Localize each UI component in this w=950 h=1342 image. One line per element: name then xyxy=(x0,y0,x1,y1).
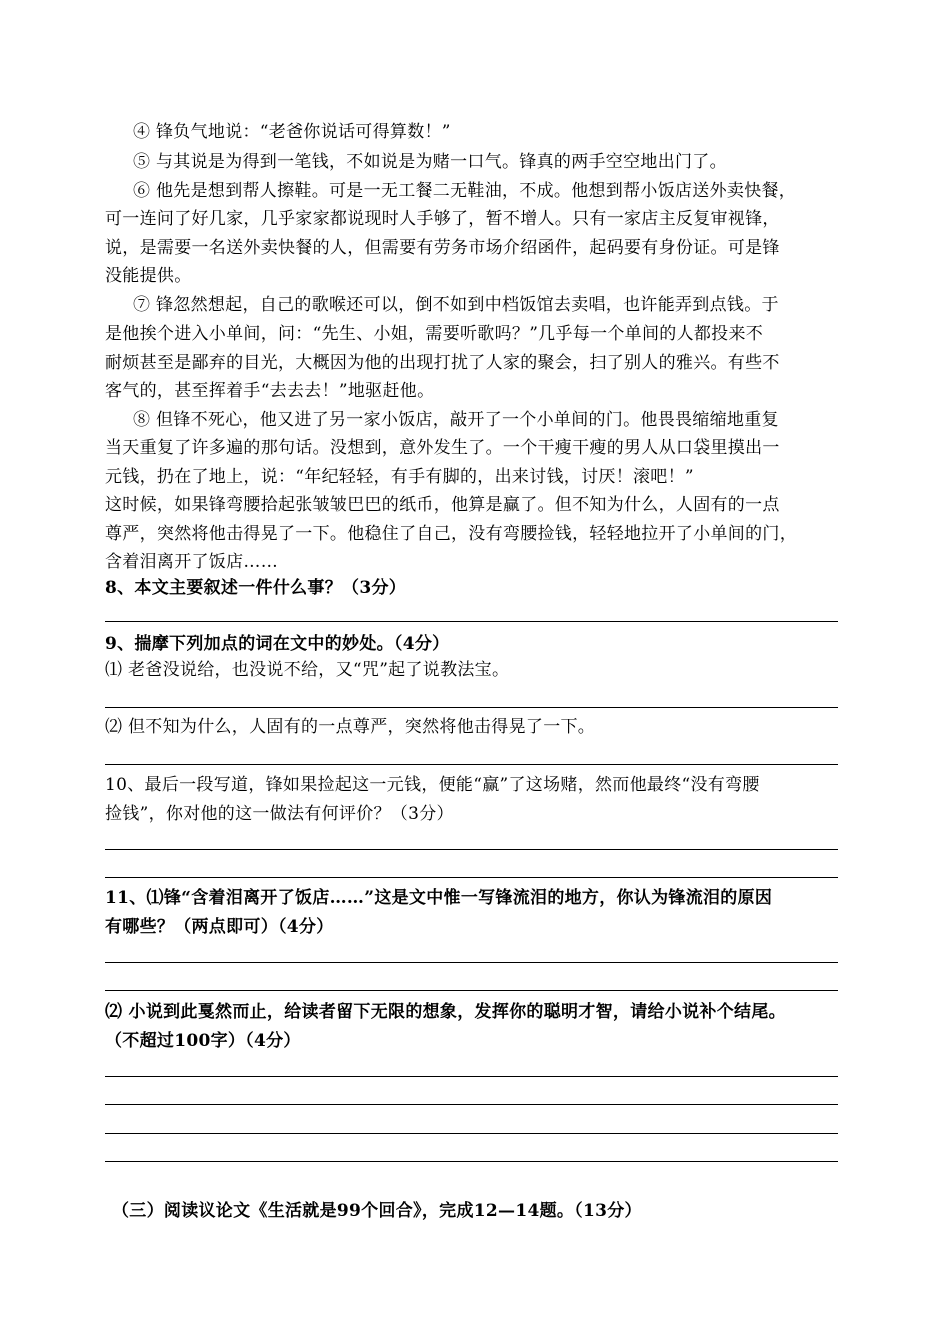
answer-line[interactable] xyxy=(105,877,838,878)
passage-paragraph-6-line: 可一连问了好几家，几乎家家都说现时人手够了，暂不增人。只有一家店主反复审视锋， xyxy=(105,209,780,229)
passage-paragraph-8-line: 当天重复了许多遍的那句话。没想到，意外发生了。一个干瘦干瘦的男人从口袋里摸出一 xyxy=(105,438,780,458)
question-10-line: 10、最后一段写道，锋如果捡起这一元钱，便能“赢”了这场赌，然而他最终“没有弯腰 xyxy=(105,775,760,795)
passage-paragraph-6-line: ⑥ 他先是想到帮人擦鞋。可是一无工餐二无鞋油，不成。他想到帮小饭店送外卖快餐， xyxy=(133,181,797,201)
answer-line[interactable] xyxy=(105,621,838,622)
passage-paragraph-9-line: 这时候，如果锋弯腰拾起张皱皱巴巴的纸币，他算是赢了。但不知为什么，人固有的一点 xyxy=(105,495,780,515)
passage-paragraph-5: ⑤ 与其说是为得到一笔钱，不如说是为赌一口气。锋真的两手空空地出门了。 xyxy=(133,152,727,172)
passage-paragraph-8-line: ⑧ 但锋不死心，他又进了另一家小饭店，敲开了一个小单间的门。他畏畏缩缩地重复 xyxy=(133,410,779,430)
question-9-part-1: ⑴ 老爸没说给，也没说不给，又“咒”起了说教法宝。 xyxy=(105,660,510,680)
passage-paragraph-9-line: 含着泪离开了饭店…… xyxy=(105,552,278,572)
answer-line[interactable] xyxy=(105,1133,838,1134)
passage-paragraph-4: ④ 锋负气地说：“老爸你说话可得算数！” xyxy=(133,122,451,142)
question-11-part-2-line: ⑵ 小说到此戛然而止，给读者留下无限的想象，发挥你的聪明才智，请给小说补个结尾。 xyxy=(105,1002,786,1022)
passage-paragraph-6-line: 说，是需要一名送外卖快餐的人，但需要有劳务市场介绍函件，起码要有身份证。可是锋 xyxy=(105,238,780,258)
question-10-line: 捡钱”，你对他的这一做法有何评价？（3分） xyxy=(105,804,454,824)
answer-line[interactable] xyxy=(105,849,838,850)
answer-line[interactable] xyxy=(105,764,838,765)
answer-line[interactable] xyxy=(105,1104,838,1105)
question-9-title: 9、揣摩下列加点的词在文中的妙处。（4分） xyxy=(105,634,450,654)
question-11-part-2-line: （不超过100字）（4分） xyxy=(105,1031,301,1051)
passage-paragraph-7-line: 客气的，甚至挥着手“去去去！”地驱赶他。 xyxy=(105,381,435,401)
question-11-part-1-line: 有哪些？（两点即可）（4分） xyxy=(105,917,334,937)
question-9-part-2: ⑵ 但不知为什么，人固有的一点尊严，突然将他击得晃了一下。 xyxy=(105,717,596,737)
passage-paragraph-6-line: 没能提供。 xyxy=(105,266,192,286)
passage-paragraph-7-line: 是他挨个进入小单间，问：“先生、小姐，需要听歌吗？”几乎每一个单间的人都投来不 xyxy=(105,324,764,344)
question-11-part-1-line: 11、⑴锋“含着泪离开了饭店……”这是文中惟一写锋流泪的地方，你认为锋流泪的原因 xyxy=(105,888,773,908)
answer-line[interactable] xyxy=(105,990,838,991)
passage-paragraph-8-line: 元钱，扔在了地上，说：“年纪轻轻，有手有脚的，出来讨钱，讨厌！滚吧！” xyxy=(105,467,694,487)
answer-line[interactable] xyxy=(105,1076,838,1077)
section-3-heading: （三）阅读议论文《生活就是99个回合》，完成12—14题。（13分） xyxy=(112,1201,642,1221)
passage-paragraph-7-line: 耐烦甚至是鄙弃的目光，大概因为他的出现打扰了人家的聚会，扫了别人的雅兴。有些不 xyxy=(105,353,780,373)
answer-line[interactable] xyxy=(105,962,838,963)
passage-paragraph-9-line: 尊严，突然将他击得晃了一下。他稳住了自己，没有弯腰捡钱，轻轻地拉开了小单间的门， xyxy=(105,524,797,544)
answer-line[interactable] xyxy=(105,707,838,708)
answer-line[interactable] xyxy=(105,1161,838,1162)
question-8: 8、本文主要叙述一件什么事？（3分） xyxy=(105,578,407,598)
passage-paragraph-7-line: ⑦ 锋忽然想起，自己的歌喉还可以，倒不如到中档饭馆去卖唱，也许能弄到点钱。于 xyxy=(133,295,779,315)
